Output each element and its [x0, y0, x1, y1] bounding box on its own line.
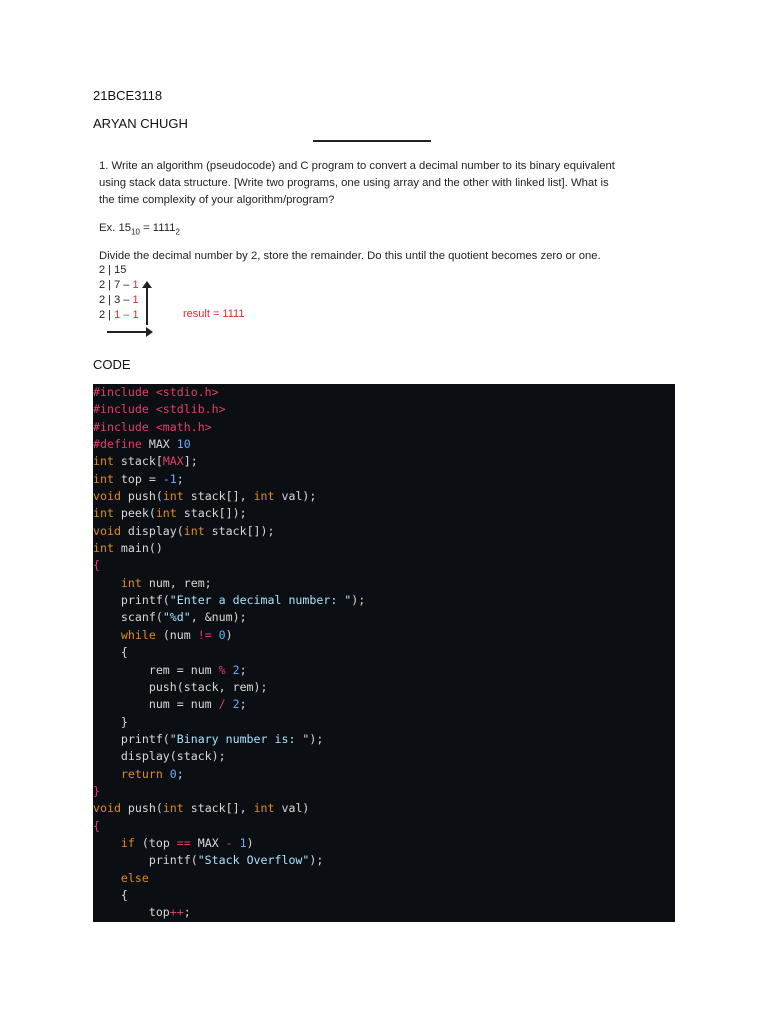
code-token: printf(: [93, 593, 170, 608]
code-token: (top: [141, 835, 177, 850]
example-line: Ex. $15_{10} = 1111_2$: [99, 222, 180, 237]
code-line: [93, 540, 675, 557]
code-token: main(): [120, 541, 163, 556]
code-token: 0: [169, 766, 177, 781]
student-name: ARYAN CHUGH: [93, 116, 188, 131]
code-token: {: [93, 818, 100, 833]
code-line: [93, 401, 675, 418]
code-token: "Enter a decimal number: ": [169, 593, 352, 608]
code-token: int: [162, 489, 191, 504]
code-line: [93, 453, 675, 470]
code-token: val);: [281, 489, 317, 504]
code-token: 2: [232, 697, 240, 712]
code-token: int: [120, 575, 149, 590]
code-token: [93, 628, 121, 642]
result-label: result = 1111: [183, 308, 245, 320]
code-token: );: [351, 593, 366, 608]
question-line-3: the time complexity of your algorithm/program?: [99, 194, 335, 206]
division-row: 2 | 7 – 1: [99, 279, 139, 291]
code-token: {: [93, 645, 128, 660]
code-line: [93, 575, 675, 592]
code-token: "Binary number is: ": [169, 731, 310, 746]
code-token: int: [93, 541, 121, 556]
code-token: else: [120, 870, 149, 885]
code-token: 10: [176, 437, 191, 452]
code-token: #include <math.h>: [93, 419, 212, 434]
code-line: [93, 818, 675, 835]
code-token: );: [309, 853, 324, 868]
code-line: [93, 679, 675, 696]
title-rule: [313, 140, 431, 142]
code-token: {: [93, 558, 100, 573]
code-token: MAX: [162, 454, 184, 469]
code-token: int: [93, 454, 121, 469]
code-token: [93, 576, 121, 590]
code-token: push(stack, rem);: [93, 679, 268, 694]
code-token: #define: [93, 437, 149, 452]
code-line: [93, 800, 675, 817]
code-token: #include <stdio.h>: [93, 385, 219, 399]
arrow-up-icon: [146, 287, 148, 325]
code-token: , &num);: [190, 610, 247, 625]
code-line: [93, 696, 675, 713]
code-token: (num: [162, 627, 198, 642]
code-token: void: [93, 523, 128, 538]
code-token: scanf(: [93, 610, 163, 625]
code-line: [93, 714, 675, 731]
code-token: int: [162, 801, 191, 816]
code-line: [93, 436, 675, 453]
code-line: [93, 644, 675, 661]
code-token: ++: [169, 905, 184, 920]
code-line: [93, 627, 675, 644]
code-line: [93, 523, 675, 540]
code-token: ;: [183, 905, 191, 920]
code-token: rem = num: [93, 662, 219, 677]
arrow-right-icon: [107, 331, 147, 333]
code-token: 1: [239, 835, 247, 850]
code-token: int: [183, 523, 212, 538]
code-token: }: [93, 714, 128, 729]
code-token: display(: [127, 523, 184, 538]
code-block: [93, 384, 675, 922]
division-row: 2 | 1 – 1: [99, 309, 139, 321]
code-token: int: [93, 471, 121, 486]
code-line: [93, 731, 675, 748]
question-line-1: 1. Write an algorithm (pseudocode) and C program to convert a decimal number to its binary equivalent: [99, 160, 615, 172]
code-token: !=: [197, 627, 219, 642]
code-line: [93, 904, 675, 921]
code-line: [93, 662, 675, 679]
code-token: MAX: [148, 437, 177, 452]
code-token: void: [93, 489, 128, 504]
code-token: ;: [176, 471, 184, 486]
code-token: [93, 871, 121, 885]
code-token: ): [246, 835, 254, 850]
code-line: [93, 419, 675, 436]
code-token: ;: [239, 662, 247, 677]
student-id: 21BCE3118: [93, 88, 163, 103]
code-line: [93, 557, 675, 574]
code-token: ==: [176, 835, 198, 850]
code-token: display(stack);: [93, 749, 226, 764]
code-token: %: [218, 662, 233, 677]
code-token: return: [120, 766, 170, 781]
question-line-2: using stack data structure. [Write two programs, one using array and the other with linked list]. What is: [99, 177, 609, 189]
code-token: num, rem;: [148, 575, 212, 590]
code-token: "%d": [162, 610, 191, 625]
division-row: 2 | 3 – 1: [99, 294, 139, 306]
code-line: [93, 852, 675, 869]
code-token: stack[: [120, 454, 163, 469]
code-token: 0: [218, 627, 226, 642]
code-token: top: [93, 905, 170, 920]
code-token: ;: [239, 697, 247, 712]
code-token: while: [120, 627, 163, 642]
code-token: );: [309, 731, 324, 746]
code-line: [93, 748, 675, 765]
code-token: ;: [176, 766, 184, 781]
question-image: [93, 140, 653, 340]
code-token: "Stack Overflow": [197, 853, 310, 868]
code-token: int: [93, 506, 121, 521]
code-token: ): [225, 627, 233, 642]
code-token: printf(: [93, 853, 198, 868]
code-token: -1: [162, 471, 177, 486]
code-token: push(: [127, 801, 163, 816]
code-token: peek(: [120, 506, 156, 521]
code-token: printf(: [93, 731, 170, 746]
code-token: stack[],: [190, 801, 254, 816]
code-line: [93, 505, 675, 522]
code-token: }: [93, 783, 100, 798]
code-line: [93, 384, 675, 401]
code-line: [93, 766, 675, 783]
code-token: push(: [127, 489, 163, 504]
code-token: void: [93, 801, 128, 816]
method-line: Divide the decimal number by 2, store the remainder. Do this until the quotient becomes zero or one.: [99, 250, 601, 262]
code-token: stack[]);: [211, 523, 275, 538]
code-token: 2: [232, 662, 240, 677]
code-line: [93, 870, 675, 887]
code-token: stack[],: [190, 489, 254, 504]
code-token: int: [253, 489, 282, 504]
code-line: [93, 609, 675, 626]
code-token: num = num: [93, 697, 219, 712]
code-token: int: [253, 801, 282, 816]
code-line: [93, 835, 675, 852]
code-line: [93, 783, 675, 800]
code-token: {: [93, 887, 128, 902]
code-token: top =: [120, 471, 163, 486]
code-token: [93, 767, 121, 781]
code-token: if: [120, 835, 142, 850]
code-heading: CODE: [93, 357, 131, 372]
code-token: #include <stdlib.h>: [93, 402, 226, 417]
division-row: 2 | 15: [99, 264, 127, 276]
code-token: ];: [183, 454, 198, 469]
code-token: -: [225, 835, 240, 850]
code-token: MAX: [197, 835, 226, 850]
code-line: [93, 471, 675, 488]
code-token: int: [155, 506, 184, 521]
code-line: [93, 488, 675, 505]
code-line: [93, 592, 675, 609]
code-token: [93, 836, 121, 850]
code-line: [93, 887, 675, 904]
code-token: val): [281, 801, 310, 816]
code-token: /: [218, 697, 233, 712]
code-token: stack[]);: [183, 506, 247, 521]
